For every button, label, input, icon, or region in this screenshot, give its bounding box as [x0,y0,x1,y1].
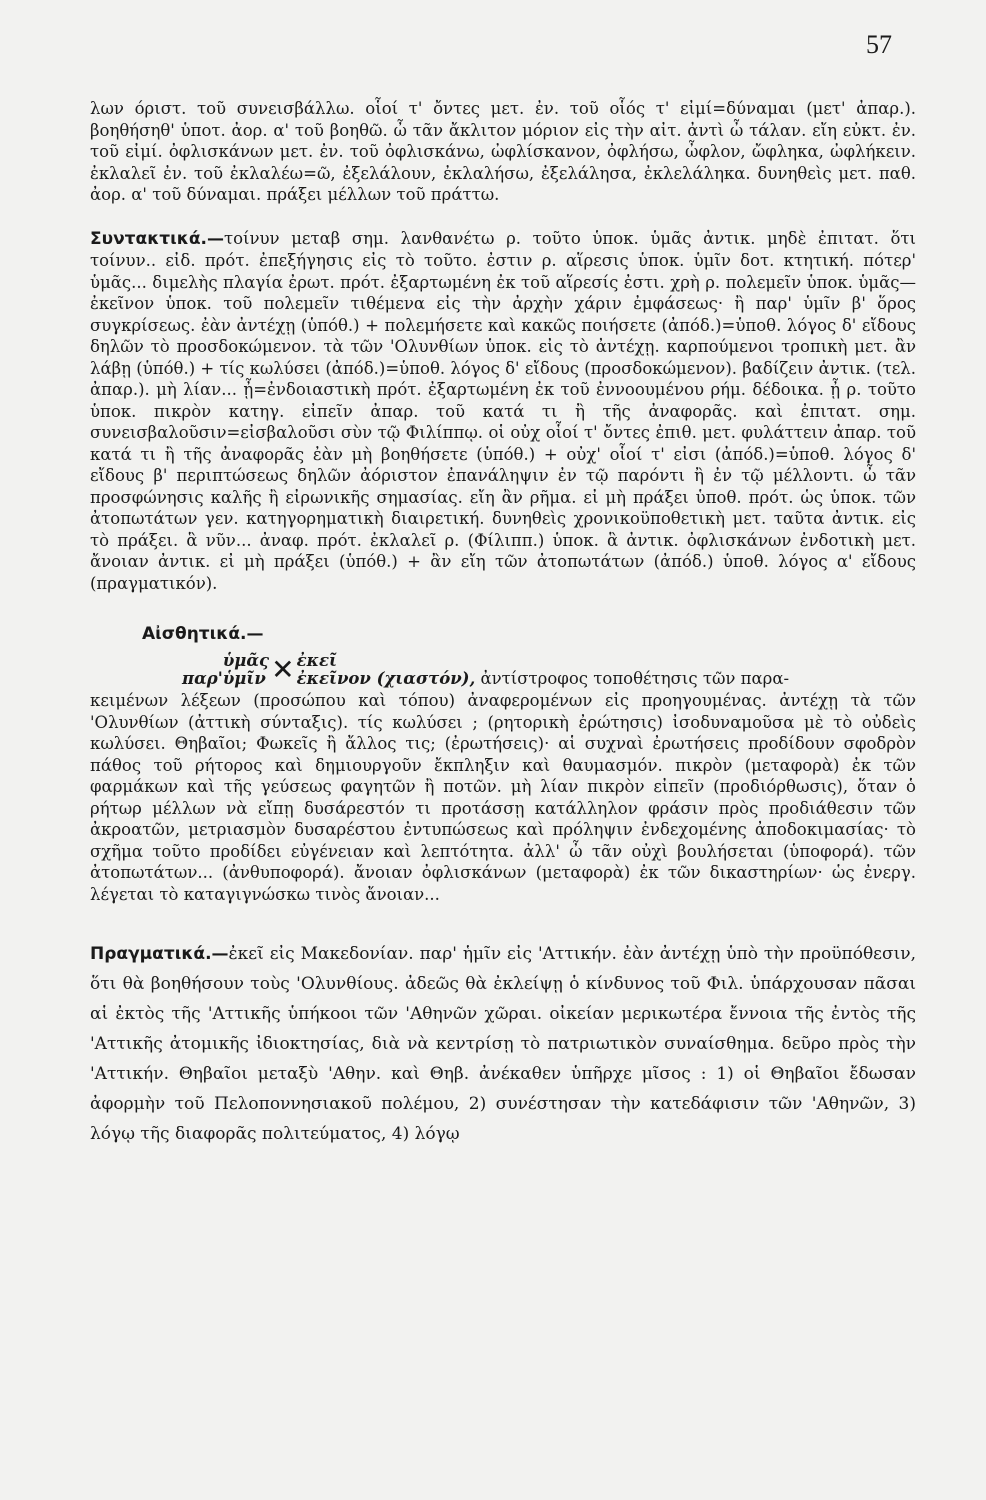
realia-text: ἐκεῖ εἰς Μακεδονίαν. παρ' ἡμῖν εἰς 'Αττικήν. ἐὰν ἀντέχῃ ὑπὸ τὴν προϋπόθεσιν, ὅτι θὰ βοηθήσουν τοὺς 'Ολυνθίους. ἀδεῶς θὰ ἐκλείψῃ ὁ κίνδυνος τοῦ Φιλ. ὑπάρχουσαν πᾶσαι αἱ ἐκτὸς τῆς 'Αττικῆς ὑπήκοοι τῶν 'Αθηνῶν χῶραι. οἰκείαν μερικωτέρα ἔννοια τῆς ἐντὸς τῆς 'Αττικῆς ἀτομικῆς ἰδιοκτησίας, διὰ νὰ κεντρίσῃ τὸ πατριωτικὸν συναίσθημα. δεῦρο πρὸς τὴν 'Αττικήν. Θηβαῖοι μεταξὺ 'Αθην. καὶ Θηβ. ἀνέκαθεν ὑπῆρχε μῖσος : 1) οἱ Θηβαῖοι ἔδωσαν ἀφορμὴν τοῦ Πελοποννησιακοῦ πολέμου, 2) συνέστησαν τὴν κατεδάφισιν τῶν 'Αθηνῶν, 3) λόγῳ τῆς διαφορᾶς πολιτεύματος, 4) λόγῳ [90,944,916,1144]
chiasm-top-left: ὑμᾶς [222,651,270,670]
paragraph-realia [90,939,916,1149]
chiasm-bottom-right: ἐκεῖνον (χιαστόν), [296,669,476,688]
page-number: 57 [866,30,892,59]
chiasm-bottom-line [297,670,790,688]
chiasm-prefix: παρ' [182,669,223,688]
paragraph-morphology: λων όριστ. τοῦ συνεισβάλλω. οἷοί τ' ὄντες μετ. ἐν. τοῦ οἷός τ' εἰμί=δύναμαι (μετ' ἀπαρ.). βοηθήσηθ' ὑποτ. ἀορ. α' τοῦ βοηθῶ. ὦ τᾶν ἄκλιτον μόριον εἰς τὴν αἰτ. ἀντὶ ὦ τάλαν. εἴη εὐκτ. ἐν. τοῦ εἰμί. ὀφλισκάνων μετ. ἐν. τοῦ ὀφλισκάνω, ὠφλίσκανον, ὀφλήσω, ὦφλον, ὤφληκα, ὠφλήκειν. ἐκλαλεῖ ἐν. τοῦ ἐκλαλέω=ῶ, ἐξελάλουν, ἐκλαλήσω, ἐξελάλησα, ἐκλελάληκα. δυνηθεὶς μετ. παθ. ἀορ. α' τοῦ δύναμαι. πράξει μέλλων τοῦ πράττω. [90,99,916,204]
paragraph-syntax [90,228,916,595]
chiasm-top-right: ἐκεῖ [296,651,337,670]
section-heading-syntax: Συντακτικά.— [90,228,224,249]
section-heading-aesthetics: Αἰσθητικά.— [142,624,264,644]
chiasm-diagram [182,652,916,688]
chiasm-continuation: ἀντίστροφος τοποθέτησις τῶν παρα- [475,669,790,688]
chiasm-bottom-left: ὑμῖν [222,669,266,688]
section-heading-realia: Πραγματικά.— [90,944,229,964]
paragraph-aesthetics: κειμένων λέξεων (προσώπου καὶ τόπου) ἀναφερομένων εἰς προηγουμένας. ἀντέχῃ τὰ τῶν 'Ολυνθίων (ἀττικὴ σύνταξις). τίς κωλύσει ; (ρητορικὴ ἐρώτησις) ἰσοδυναμοῦσα μὲ τὸ οὐδεὶς κωλύσει. Θηβαῖοι; Φωκεῖς ἢ ἄλλος τις; (ἐρωτήσεις)· αἱ συχναὶ ἐρωτήσεις προδίδουν σφοδρὸν πάθος τοῦ ρήτορος καὶ δημιουργοῦν ἔκπληξιν καὶ θαυμασμόν. πικρὸν (μεταφορὰ) ἐκ τῶν φαρμάκων καὶ τῆς γεύσεως φαγητῶν ἢ ποτῶν. μὴ λίαν πικρὸν εἰπεῖν (προδιόρθωσις), ὅταν ὁ ρήτωρ μέλλων νὰ εἴπῃ δυσάρεστόν τι προτάσσῃ κατάλληλον φράσιν πρὸς προδιάθεσιν τῶν ἀκροατῶν, μετριασμὸν δυσαρέστου ἐντυπώσεως καὶ πρόληψιν ἐνδεχομένης ἀποδοκιμασίας· τὸ σχῆμα τοῦτο προδίδει εὐγένειαν καὶ λεπτότητα. ἀλλ' ὦ τᾶν οὐχὶ βουλήσεται (ὑποφορά). τῶν ἀτοπωτάτων... (ἀνθυποφορά). ἄνοιαν ὀφλισκάνων (μεταφορὰ) ἐκ τῶν δικαστηρίων· ὡς ἐνεργ. λέγεται τὸ καταγιγνώσκω τινὸς ἄνοιαν... [90,691,916,904]
chiasm-right-column [297,652,790,688]
chiasm-left-column [223,652,269,688]
chiasm-cross-icon: ✕ [271,653,295,686]
syntax-text: τοίνυν μεταβ σημ. λανθανέτω ρ. τοῦτο ὑποκ. ὑμᾶς ἀντικ. μηδὲ ἐπιτατ. ὅτι τοίνυν.. εἰδ. πρότ. ἐπεξήγησις εἰς τὸ τοῦτο. ἐστιν ρ. αἵρεσις ὑποκ. ὑμῖν δοτ. κτητική. πότερ' ὑμᾶς... διμελὴς πλαγία ἐρωτ. πρότ. ἐξαρτωμένη ἐκ τοῦ αἵρεσίς ἐστι. χρὴ ρ. πολεμεῖν ὑποκ. ὑμᾶς—ἐκεῖνον ὑποκ. τοῦ πολεμεῖν τιθέμενα εἰς τὴν ἀρχὴν χάριν ἐμφάσεως· ἢ παρ' ὑμῖν β' ὅρος συγκρίσεως. ἐὰν ἀντέχῃ (ὑπόθ.) + πολεμήσετε καὶ κακῶς ποιήσετε (ἀπόδ.)=ὑποθ. λόγος δ' εἴδους δηλῶν τὸ προσδοκώμενον. τὰ τῶν 'Ολυνθίων ὑποκ. εἰς τὸ ἀντέχῃ. καρπούμενοι τροπικὴ μετ. ἂν λάβῃ (ὑπόθ.) + τίς κωλύσει (ἀπόδ.)=ὑποθ. λόγος δ' εἴδους (προσδοκώμενον). βαδίζειν ἀντικ. (τελ. ἀπαρ.). μὴ λίαν... ᾖ=ἐνδοιαστικὴ πρότ. ἐξαρτωμένη ἐκ τοῦ ἐννοουμένου ρήμ. δέδοικα. ᾖ ρ. τοῦτο ὑποκ. πικρὸν κατηγ. εἰπεῖν ἀπαρ. τοῦ κατά τι ἢ τῆς ἀναφορᾶς. καὶ ἐπιτατ. σημ. συνεισβαλοῦσιν=εἰσβαλοῦσι σὺν τῷ Φιλίππῳ. οἱ οὐχ οἷοί τ' ὄντες ἐπιθ. μετ. φυλάττειν ἀπαρ. τοῦ κατά τι ἢ τῆς ἀναφορᾶς ἐὰν μὴ βοηθήσετε (ὑπόθ.) + οὐχ' οἷοί τ' εἰσι (ἀπόδ.)=ὑποθ. λόγος δ' εἴδους β' περιπτώσεως δηλῶν ἀόριστον ἐπανάληψιν ἐν τῷ παρόντι ἢ ἐν τῷ μέλλοντι. ὦ τᾶν προσφώνησις καλῆς ἢ εἰρωνικῆς σημασίας. εἴη ἂν ρῆμα. εἰ μὴ πράξει ὑποθ. πρότ. ὡς ὑποκ. τῶν ἀτοπωτάτων γεν. κατηγορηματικὴ διαιρετική. δυνηθεὶς χρονικοϋποθετικὴ μετ. ταῦτα ἀντικ. εἰς τὸ πράξει. ἃ νῦν... ἀναφ. πρότ. ἐκλαλεῖ ρ. (Φίλιππ.) ὑποκ. ἃ ἀντικ. ὀφλισκάνων ἐνδοτικὴ μετ. ἄνοιαν ἀντικ. εἰ μὴ πράξει (ὑπόθ.) + ἂν εἴη τῶν ἀτοπωτάτων (ἀπόδ.) ὑποθ. λόγος α' εἴδους (πραγματικόν). [90,228,916,593]
